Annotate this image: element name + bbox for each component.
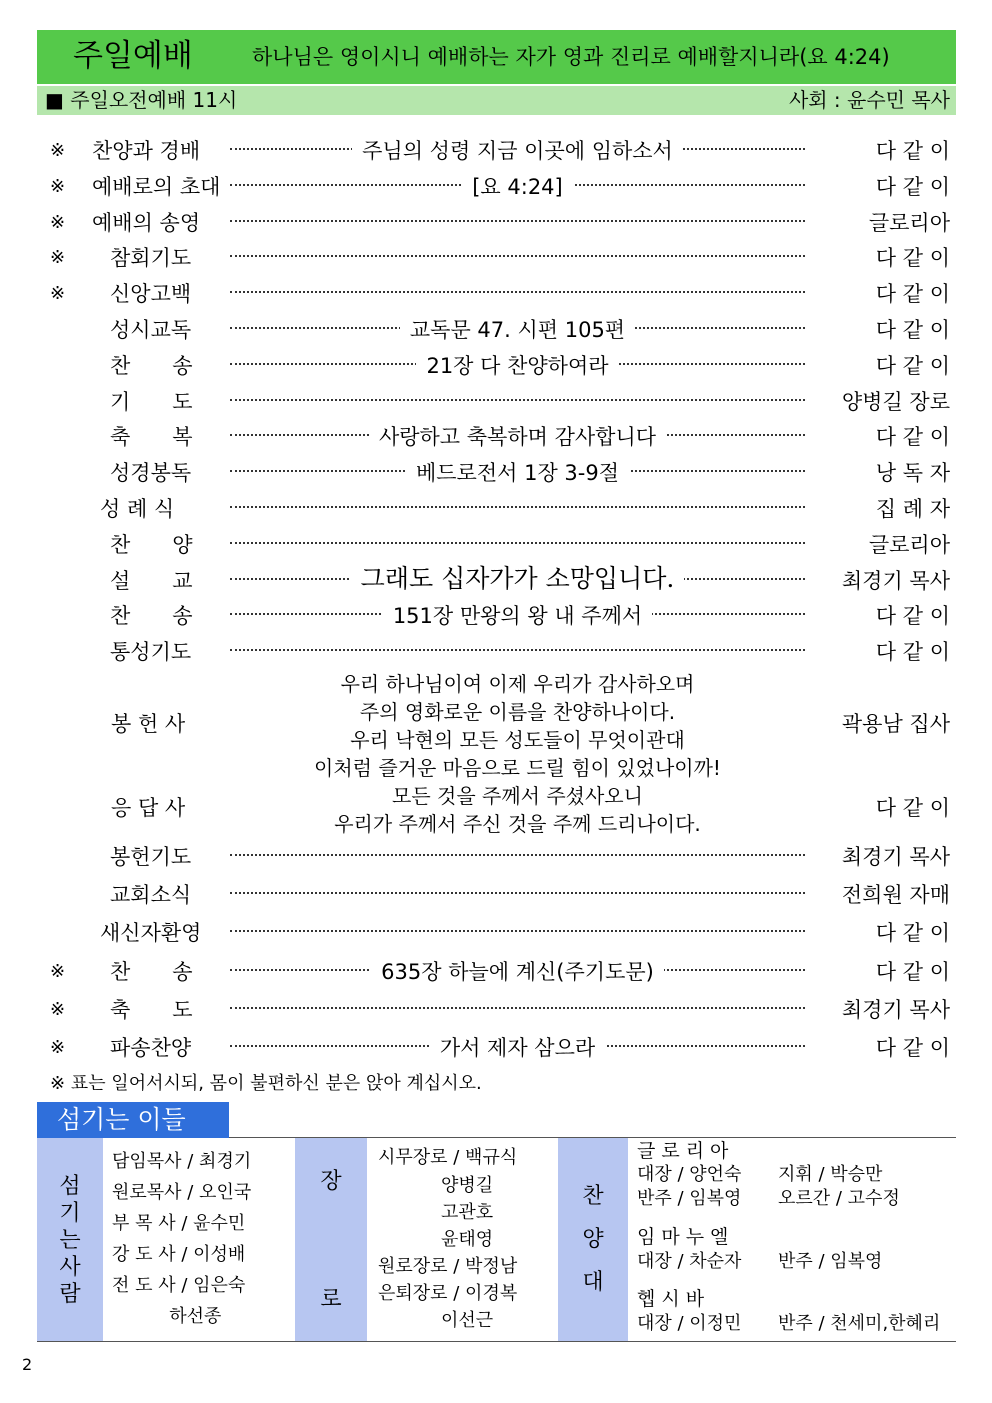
order-item-label: 파송찬양 bbox=[110, 1036, 192, 1060]
order-item bbox=[37, 420, 956, 454]
order-item-detail: 주님의 성령 지금 이곳에 임하소서 bbox=[230, 136, 805, 166]
leader-dots bbox=[230, 1007, 805, 1009]
order-item-leader: 다 같 이 bbox=[875, 282, 950, 307]
order-item bbox=[37, 313, 956, 347]
order-item-leader: 다 같 이 bbox=[875, 353, 950, 378]
offering-prayer-line: 모든 것을 주께서 주셨사오니 bbox=[392, 784, 643, 808]
standing-note: ※ 표는 일어서시되, 몸이 불편하신 분은 앉아 계십시오. bbox=[50, 1073, 482, 1094]
order-item-leader: 다 같 이 bbox=[875, 318, 950, 342]
order-item bbox=[37, 635, 956, 669]
choir-member: 반주 / 천세미,한혜리 bbox=[778, 1313, 941, 1334]
order-item-leader: 다 같 이 bbox=[875, 604, 950, 629]
servers-title: 섬기는 이들 bbox=[37, 1102, 229, 1138]
order-item-label: 교회소식 bbox=[110, 883, 192, 908]
standing-mark: ※ bbox=[50, 998, 66, 1020]
leader-dots bbox=[230, 220, 805, 222]
order-item-leader: 다 같 이 bbox=[875, 640, 950, 665]
order-item-detail: 151장 만왕의 왕 내 주께서 bbox=[230, 601, 805, 631]
order-item-leader: 최경기 목사 bbox=[841, 568, 950, 593]
order-item bbox=[37, 916, 956, 950]
offering-prayer-line: 우리 낙현의 모든 성도들이 무엇이관대 bbox=[350, 728, 685, 752]
order-item-label: 참회기도 bbox=[110, 246, 192, 271]
divider bbox=[37, 1341, 956, 1342]
order-item-leader: 양병길 장로 bbox=[841, 389, 950, 414]
order-item bbox=[37, 840, 956, 874]
service-leader: 사회 : 윤수민 목사 bbox=[788, 88, 950, 112]
elder-entry: 원로장로 / 박정남 bbox=[378, 1256, 518, 1277]
order-item bbox=[37, 456, 956, 490]
standing-mark: ※ bbox=[50, 283, 66, 305]
order-item-label: 성시교독 bbox=[110, 318, 192, 342]
elder-entry: 시무장로 / 백규식 bbox=[378, 1147, 518, 1168]
leader-dots bbox=[230, 649, 805, 651]
offering-prayer-line: 이처럼 즐거운 마음으로 드릴 힘이 있었나이까! bbox=[314, 756, 721, 780]
leader-dots bbox=[230, 506, 805, 508]
standing-mark: ※ bbox=[50, 140, 66, 161]
leader-dots bbox=[230, 291, 805, 293]
choir-member: 지휘 / 박승만 bbox=[778, 1164, 883, 1185]
choir-member: 대장 / 이정민 bbox=[637, 1313, 742, 1334]
order-item-label: 축 복 bbox=[110, 425, 193, 450]
order-item bbox=[37, 385, 956, 419]
order-item bbox=[37, 993, 956, 1027]
order-item-label: 기 도 bbox=[110, 389, 193, 414]
order-item-label: 성경봉독 bbox=[110, 461, 192, 486]
order-item bbox=[37, 241, 956, 275]
order-item-leader: 다 같 이 bbox=[875, 425, 950, 450]
order-item-leader: 글로리아 bbox=[868, 532, 950, 557]
order-item-detail: 21장 다 찬양하여라 bbox=[230, 351, 805, 381]
choir-member: 반주 / 임복영 bbox=[637, 1188, 742, 1209]
offering-prayer-line: 우리가 주께서 주신 것을 주께 드리나이다. bbox=[334, 812, 701, 836]
offering-prayer-line: 주의 영화로운 이름을 찬양하나이다. bbox=[359, 700, 676, 724]
order-item-label: 찬 송 bbox=[110, 959, 193, 984]
order-item-leader: 다 같 이 bbox=[875, 174, 950, 199]
service-subheader bbox=[37, 86, 956, 115]
header-verse: 하나님은 영이시니 예배하는 자가 영과 진리로 예배할지니라(요 4:24) bbox=[252, 45, 890, 69]
elder-entry: 양병길 bbox=[378, 1175, 494, 1196]
service-time: ■ 주일오전예배 11시 bbox=[45, 88, 238, 112]
page-title: 주일예배 bbox=[73, 38, 193, 74]
order-item-leader: 다 같 이 bbox=[875, 246, 950, 271]
choir-member: 오르간 / 고수정 bbox=[778, 1188, 900, 1209]
order-item-label: 찬 송 bbox=[110, 604, 193, 629]
elder-entry: 고관호 bbox=[378, 1202, 494, 1223]
order-item bbox=[37, 206, 956, 240]
elder-entry: 윤태영 bbox=[378, 1229, 494, 1250]
order-item bbox=[37, 955, 956, 989]
order-item-leader: 전희원 자매 bbox=[841, 883, 950, 908]
order-item-leader: 글로리아 bbox=[868, 210, 950, 235]
choir-column-label: 찬 양 대 bbox=[558, 1138, 628, 1341]
order-item-label: 예배로의 초대 bbox=[92, 174, 221, 199]
order-item-detail: 베드로전서 1장 3-9절 bbox=[230, 458, 805, 488]
order-item-label: 예배의 송영 bbox=[92, 210, 201, 235]
servers-column-label: 섬 기 는 사 람 bbox=[37, 1138, 103, 1341]
choir-member: 반주 / 임복영 bbox=[778, 1251, 883, 1272]
pastor-entry: 원로목사 / 오인국 bbox=[112, 1182, 252, 1203]
choir-member: 대장 / 양언숙 bbox=[637, 1164, 742, 1185]
page-number: 2 bbox=[22, 1355, 33, 1374]
response-leader: 다 같 이 bbox=[875, 796, 950, 820]
order-item bbox=[37, 528, 956, 562]
pastor-entry: 전 도 사 / 임은숙 bbox=[112, 1275, 246, 1296]
order-item-label: 찬 송 bbox=[110, 353, 193, 378]
standing-mark: ※ bbox=[50, 175, 66, 197]
leader-dots bbox=[230, 892, 805, 894]
pastor-entry: 부 목 사 / 윤수민 bbox=[112, 1213, 246, 1234]
order-item-leader: 다 같 이 bbox=[875, 1036, 950, 1060]
order-item-leader: 최경기 목사 bbox=[841, 997, 950, 1022]
order-item bbox=[37, 349, 956, 383]
leader-dots bbox=[230, 255, 805, 257]
order-item-detail: [요 4:24] bbox=[230, 172, 805, 202]
leader-dots bbox=[230, 930, 805, 932]
offering-label: 봉 헌 사 bbox=[111, 712, 186, 736]
order-item-label: 찬양과 경배 bbox=[92, 139, 201, 163]
choir-name: 임마누엘 bbox=[637, 1226, 735, 1248]
pastor-entry: 강 도 사 / 이성배 bbox=[112, 1244, 246, 1265]
order-item-label: 성 례 식 bbox=[100, 497, 175, 521]
order-item-detail: 교독문 47. 시편 105편 bbox=[230, 315, 805, 345]
order-item bbox=[37, 170, 956, 204]
order-item bbox=[37, 878, 956, 912]
order-item-leader: 최경기 목사 bbox=[841, 845, 950, 869]
order-item-label: 찬 양 bbox=[110, 532, 193, 557]
order-item-label: 봉헌기도 bbox=[110, 845, 192, 869]
order-item bbox=[37, 134, 956, 168]
choir-name: 글로리아 bbox=[637, 1140, 735, 1162]
leader-dots bbox=[230, 542, 805, 544]
order-item bbox=[37, 277, 956, 311]
standing-mark: ※ bbox=[50, 247, 66, 269]
order-item-detail: 사랑하고 축복하며 감사합니다 bbox=[230, 422, 805, 452]
order-item-leader: 다 같 이 bbox=[875, 921, 950, 946]
order-item-label: 축 도 bbox=[110, 997, 193, 1022]
choir-member: 대장 / 차순자 bbox=[637, 1251, 742, 1272]
order-item-label: 통성기도 bbox=[110, 640, 192, 665]
order-item bbox=[37, 492, 956, 526]
elder-entry: 이선근 bbox=[378, 1310, 494, 1331]
order-item-leader: 집 례 자 bbox=[875, 497, 950, 521]
pastor-entry: 하선종 bbox=[112, 1306, 222, 1327]
order-item-label: 설 교 bbox=[110, 568, 193, 593]
order-item bbox=[37, 1031, 956, 1065]
standing-mark: ※ bbox=[50, 1037, 66, 1058]
offering-leader: 곽용남 집사 bbox=[841, 712, 950, 736]
order-item-leader: 다 같 이 bbox=[875, 139, 950, 163]
order-item-leader: 다 같 이 bbox=[875, 959, 950, 984]
standing-mark: ※ bbox=[50, 211, 66, 233]
order-item-leader: 낭 독 자 bbox=[875, 461, 950, 486]
standing-mark: ※ bbox=[50, 960, 66, 982]
offering-prayer-line: 우리 하나님이여 이제 우리가 감사하오며 bbox=[340, 672, 695, 696]
order-item-label: 새신자환영 bbox=[100, 921, 202, 946]
order-item bbox=[37, 599, 956, 633]
page-header bbox=[37, 30, 956, 84]
pastor-entry: 담임목사 / 최경기 bbox=[112, 1151, 252, 1172]
order-item bbox=[37, 564, 956, 598]
choir-name: 헵시바 bbox=[637, 1288, 711, 1310]
elders-column-label: 장 로 bbox=[295, 1138, 367, 1341]
order-item-label: 신앙고백 bbox=[110, 282, 192, 307]
elder-entry: 은퇴장로 / 이경복 bbox=[378, 1283, 518, 1304]
leader-dots bbox=[230, 399, 805, 401]
order-item-detail: 635장 하늘에 계신(주기도문) bbox=[230, 957, 805, 987]
leader-dots bbox=[230, 854, 805, 856]
order-item-detail: 그래도 십자가가 소망입니다. bbox=[230, 564, 805, 594]
response-label: 응 답 사 bbox=[111, 796, 186, 820]
order-item-detail: 가서 제자 삼으라 bbox=[230, 1033, 805, 1063]
